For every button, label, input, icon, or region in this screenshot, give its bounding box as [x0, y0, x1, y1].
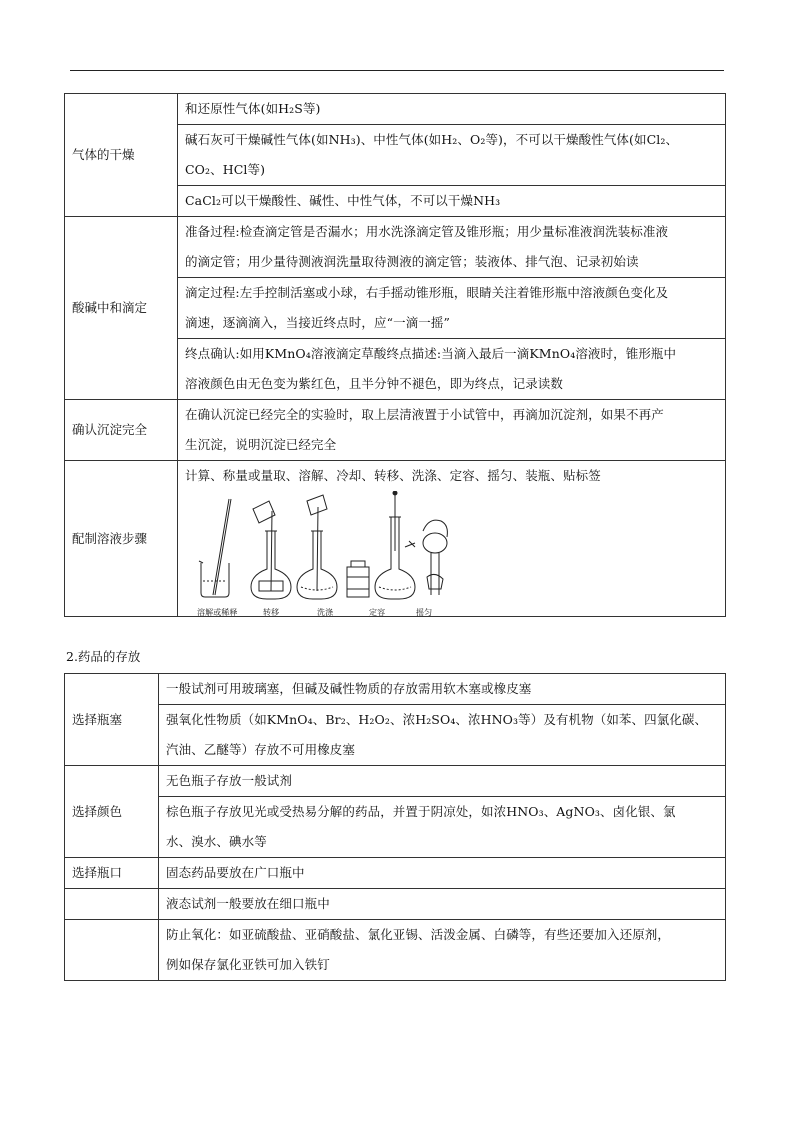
cell-line: 生沉淀，说明沉淀已经完全 — [185, 437, 337, 452]
beaker-icon — [199, 499, 231, 597]
table-cell — [178, 217, 726, 278]
figure-label-transfer: 转移 — [263, 608, 280, 617]
table-cell — [159, 766, 726, 797]
table-cell — [159, 674, 726, 705]
solution-prep-figure — [185, 491, 719, 616]
reagent-bottle-icon — [347, 561, 369, 597]
cell-line: 固态药品要放在广口瓶中 — [166, 865, 305, 880]
table-row — [65, 400, 726, 461]
volumetric-flask-fixing-icon — [375, 491, 415, 599]
table-cell — [159, 705, 726, 766]
cell-line: 强氧化性物质（如KMnO₄、Br₂、H₂O₂、浓H₂SO₄、浓HNO₃等）及有机物（如苯、四氯化碳、 — [166, 712, 708, 727]
table-cell — [159, 858, 726, 889]
cell-line: 溶液颜色由无色变为紫红色，且半分钟不褪色，即为终点，记录读数 — [185, 376, 564, 391]
cell-line: 滴定过程:左手控制活塞或小球，右手摇动锥形瓶，眼睛关注着锥形瓶中溶液颜色变化及 — [185, 285, 669, 300]
row-header-oxidation — [65, 920, 159, 981]
table-row — [65, 705, 726, 766]
cell-line: 和还原性气体(如H₂S等) — [185, 101, 321, 116]
cell-line: 滴速，逐滴滴入，当接近终点时，应“一滴一摇” — [185, 315, 450, 330]
table-cell — [178, 94, 726, 125]
table-row — [65, 94, 726, 125]
cell-line: 无色瓶子存放一般试剂 — [166, 773, 293, 788]
cell-line: 防止氧化：如亚硫酸盐、亚硝酸盐、氯化亚锡、活泼金属、白磷等，有些还要加入还原剂， — [166, 927, 671, 942]
cell-line: 液态试剂一般要放在细口瓶中 — [166, 896, 330, 911]
table-cell — [178, 461, 726, 617]
cell-line: 碱石灰可干燥碱性气体(如NH₃)、中性气体(如H₂、O₂等)，不可以干燥酸性气体(如Cl₂、 — [185, 132, 679, 147]
table-cell — [178, 339, 726, 400]
figure-label-dissolve: 溶解或稀释 — [197, 608, 238, 617]
table-row — [65, 461, 726, 617]
table-row — [65, 920, 726, 981]
table-row — [65, 766, 726, 797]
shaking-flask-icon — [423, 520, 447, 595]
table-row — [65, 674, 726, 705]
row-header-titration: 酸碱中和滴定 — [65, 217, 178, 400]
volumetric-flask-transfer-icon — [251, 501, 291, 599]
row-header-empty — [65, 889, 159, 920]
table-cell — [178, 400, 726, 461]
volumetric-flask-washing-icon — [297, 495, 337, 599]
row-header-stopper: 选择瓶塞 — [65, 674, 159, 766]
table-cell — [159, 797, 726, 858]
table-cell — [159, 920, 726, 981]
apparatus-illustration — [195, 491, 455, 601]
table-row — [65, 858, 726, 889]
row-header-solution-prep: 配制溶液步骤 — [65, 461, 178, 617]
figure-label-wash: 洗涤 — [317, 608, 334, 617]
cell-line: 一般试剂可用玻璃塞，但碱及碱性物质的存放需用软木塞或橡皮塞 — [166, 681, 532, 696]
table-cell — [178, 125, 726, 186]
cell-line: 水、溴水、碘水等 — [166, 834, 267, 849]
row-header-color: 选择颜色 — [65, 766, 159, 858]
drug-storage-table — [64, 673, 726, 981]
cell-line: 例如保存氯化亚铁可加入铁钉 — [166, 957, 330, 972]
figure-label-shake: 摇匀 — [416, 608, 433, 617]
section-title: 2.药品的存放 — [66, 649, 141, 664]
table-cell — [159, 889, 726, 920]
cell-line: 计算、称量或量取、溶解、冷却、转移、洗涤、定容、摇匀、装瓶、贴标签 — [185, 468, 601, 483]
cell-line: 汽油、乙醚等）存放不可用橡皮塞 — [166, 742, 356, 757]
table-row — [65, 797, 726, 858]
cell-line: 终点确认:如用KMnO₄溶液滴定草酸终点描述:当滴入最后一滴KMnO₄溶液时，锥形瓶中 — [185, 346, 677, 361]
row-header-precipitation: 确认沉淀完全 — [65, 400, 178, 461]
row-header-mouth: 选择瓶口 — [65, 858, 159, 889]
cell-line: 准备过程:检查滴定管是否漏水；用水洗涤滴定管及锥形瓶；用少量标准液润洗装标准液 — [185, 224, 669, 239]
table-cell — [178, 278, 726, 339]
table-row — [65, 889, 726, 920]
cell-line: 棕色瓶子存放见光或受热易分解的药品，并置于阴凉处，如浓HNO₃、AgNO₃、卤化银、氯 — [166, 804, 676, 819]
lab-operations-table — [64, 93, 726, 617]
row-header-gas-drying: 气体的干燥 — [65, 94, 178, 217]
cell-line: 在确认沉淀已经完全的实验时，取上层清液置于小试管中，再滴加沉淀剂，如果不再产 — [185, 407, 664, 422]
cell-line: CaCl₂可以干燥酸性、碱性、中性气体，不可以干燥NH₃ — [185, 193, 501, 208]
cell-line: 的滴定管；用少量待测液润洗量取待测液的滴定管；装液体、排气泡、记录初始读 — [185, 254, 639, 269]
header-rule — [70, 70, 724, 71]
table-cell — [178, 186, 726, 217]
table-row — [65, 217, 726, 278]
figure-label-fix-volume: 定容 — [369, 608, 386, 617]
cell-line: CO₂、HCl等) — [185, 162, 266, 177]
